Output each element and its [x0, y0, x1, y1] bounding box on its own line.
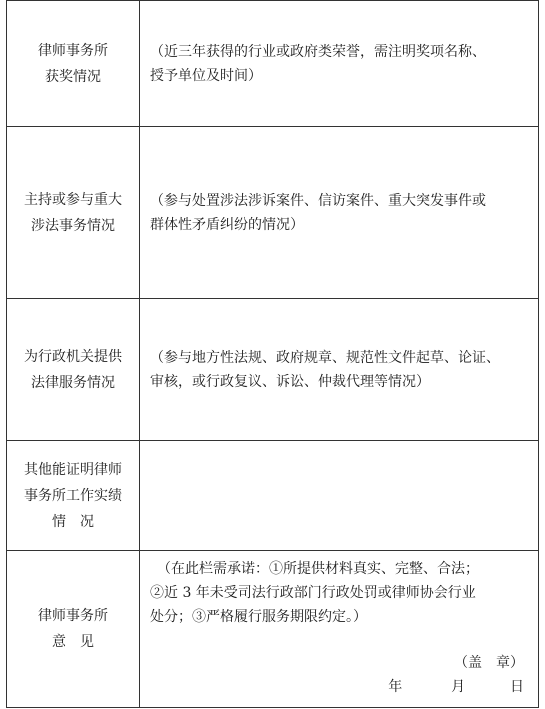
content-line: （参与地方性法规、政府规章、规范性文件起草、论证、: [150, 349, 500, 366]
row-major-legal-affairs: [7, 127, 539, 299]
content-line: 授予单位及时间）: [150, 67, 262, 84]
label-line: 情 况: [52, 513, 94, 530]
date-month: 月: [451, 679, 466, 695]
label-line: 涉法事务情况: [31, 217, 115, 234]
content-firm-opinion[interactable]: [140, 551, 539, 708]
row-admin-legal-services: [7, 299, 539, 441]
label-line: 律师事务所: [38, 42, 108, 59]
label-major-legal-affairs: [7, 127, 140, 299]
content-line: （参与处置涉法涉诉案件、信访案件、重大突发事件或: [150, 192, 486, 209]
application-form-table: [6, 0, 539, 708]
label-line: 律师事务所: [38, 608, 108, 624]
row-other-achievements: [7, 441, 539, 551]
content-line: （近三年获得的行业或政府类荣誉，需注明奖项名称、: [150, 43, 486, 60]
content-line: ②近 3 年未受司法行政部门行政处罚或律师协会行业: [150, 585, 476, 601]
content-line: 处分；③严格履行服务期限约定。）: [150, 609, 367, 625]
label-other-achievements: [7, 441, 140, 551]
label-line: 事务所工作实绩: [24, 487, 122, 504]
label-line: 意 见: [52, 634, 94, 650]
label-line: 为行政机关提供: [24, 348, 122, 365]
label-firm-opinion: [7, 551, 140, 708]
content-line: 审核，或行政复议、诉讼、仲裁代理等情况）: [150, 373, 430, 390]
label-admin-legal-services: [7, 299, 140, 441]
label-line: 主持或参与重大: [24, 191, 122, 208]
row-firm-opinion: [7, 551, 539, 708]
label-awards: [7, 1, 140, 127]
content-major-legal-affairs[interactable]: [140, 127, 539, 299]
seal-text: （盖 章）: [454, 655, 524, 671]
content-line: 群体性矛盾纠纷的情况）: [150, 216, 304, 233]
content-line: （在此栏需承诺：①所提供材料真实、完整、合法；: [150, 561, 479, 577]
date-day: 日: [510, 679, 524, 695]
label-line: 法律服务情况: [31, 374, 115, 391]
date-year: 年: [388, 679, 403, 695]
content-awards[interactable]: [140, 1, 539, 127]
row-awards: [7, 1, 539, 127]
content-other-achievements[interactable]: [140, 441, 539, 551]
content-admin-legal-services[interactable]: [140, 299, 539, 441]
label-line: 获奖情况: [45, 68, 101, 85]
opinion-commitment: [150, 551, 530, 629]
label-line: 其他能证明律师: [24, 461, 122, 478]
signature-date: [388, 675, 524, 699]
